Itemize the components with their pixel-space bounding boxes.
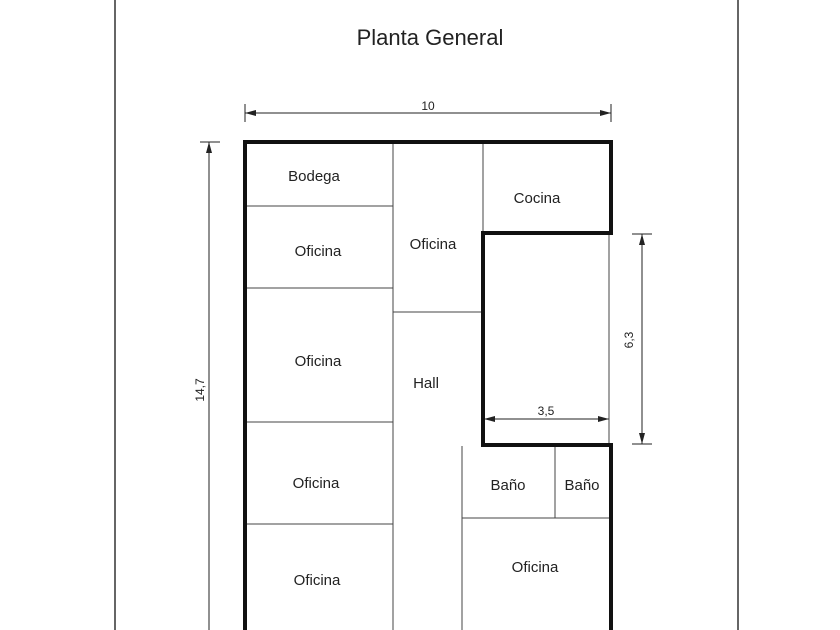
- room-label-cocina: Cocina: [513, 190, 561, 207]
- room-label-oficina-2: Oficina: [294, 353, 342, 370]
- room-label-oficina-right: Oficina: [511, 559, 559, 576]
- dimension-height-label: 14,7: [193, 378, 207, 402]
- room-label-bano-1: Baño: [490, 477, 526, 494]
- dimension-notch-width: [484, 404, 609, 422]
- dimension-notch-height-label: 6,3: [622, 331, 636, 349]
- dimension-notch-height: [622, 234, 652, 444]
- room-label-oficina-3: Oficina: [292, 475, 340, 492]
- dimension-width: [245, 99, 611, 122]
- room-label-hall: Hall: [413, 375, 439, 392]
- room-label-bano-2: Baño: [564, 477, 600, 494]
- dimension-notch-width-label: 3,5: [537, 404, 555, 418]
- dimension-width-label: 10: [421, 99, 435, 113]
- room-label-oficina-4: Oficina: [293, 572, 341, 589]
- room-label-bodega: Bodega: [288, 168, 340, 185]
- plan-title: Planta General: [356, 25, 504, 50]
- room-label-oficina-1: Oficina: [294, 243, 342, 260]
- dimension-height: [193, 142, 220, 630]
- room-label-oficina-center: Oficina: [409, 236, 457, 253]
